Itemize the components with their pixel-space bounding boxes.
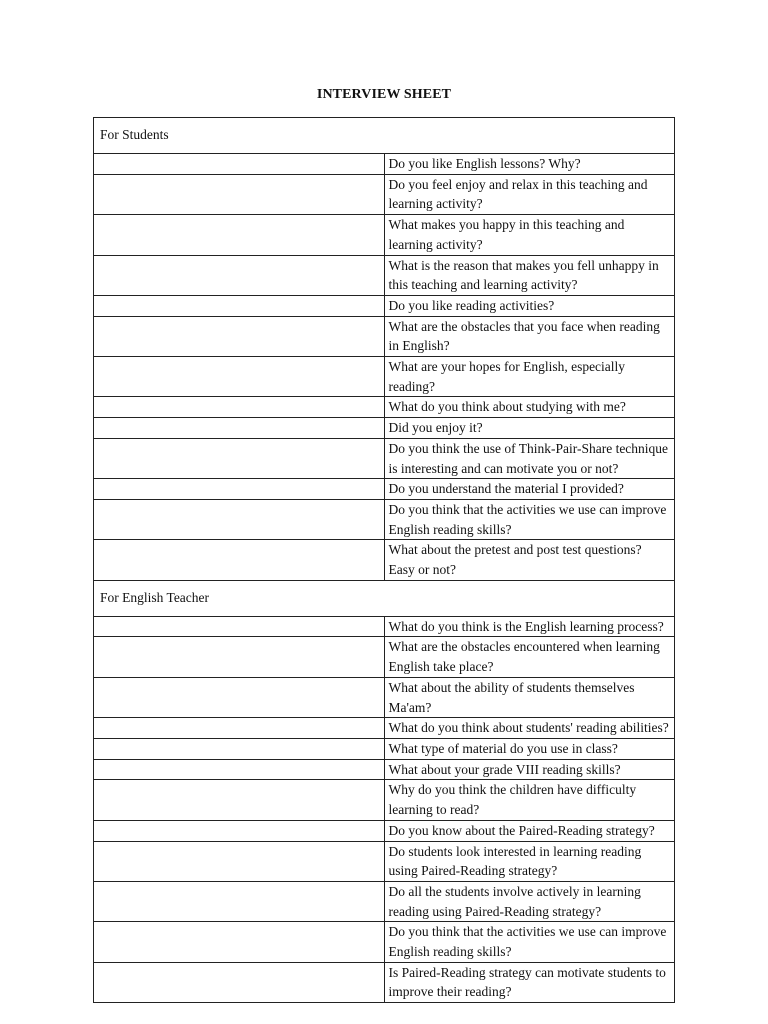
question-cell: What about the pretest and post test questions? Easy or not? [384,540,675,580]
table-row [94,316,675,356]
number-cell [94,677,385,717]
table-row [94,718,675,739]
section-header-row [94,580,675,616]
question-cell: Do you like English lessons? Why? [384,154,675,175]
number-cell [94,718,385,739]
table-row [94,499,675,539]
question-cell: Do you know about the Paired-Reading strategy? [384,820,675,841]
number-cell [94,962,385,1002]
question-cell: What type of material do you use in class? [384,738,675,759]
question-cell: What is the reason that makes you fell unhappy in this teaching and learning activity? [384,255,675,295]
table-row [94,397,675,418]
question-cell: What do you think about students' reading abilities? [384,718,675,739]
number-cell [94,479,385,500]
table-row [94,922,675,962]
number-cell [94,759,385,780]
table-row [94,780,675,820]
question-cell: What makes you happy in this teaching and learning activity? [384,215,675,255]
question-cell: Do all the students involve actively in learning reading using Paired-Reading strategy? [384,881,675,921]
table-row [94,881,675,921]
number-cell [94,255,385,295]
table-row [94,738,675,759]
question-cell: Is Paired-Reading strategy can motivate students to improve their reading? [384,962,675,1002]
number-cell [94,499,385,539]
table-row [94,215,675,255]
table-row [94,295,675,316]
table-row [94,154,675,175]
number-cell [94,295,385,316]
page-title: INTERVIEW SHEET [316,87,452,102]
table-row [94,255,675,295]
number-cell [94,841,385,881]
question-cell: What about your grade VIII reading skills? [384,759,675,780]
number-cell [94,174,385,214]
section-heading: For English Teacher [94,580,675,616]
question-cell: Do students look interested in learning reading using Paired-Reading strategy? [384,841,675,881]
number-cell [94,438,385,478]
number-cell [94,738,385,759]
number-cell [94,540,385,580]
table-row [94,677,675,717]
table-row [94,962,675,1002]
number-cell [94,316,385,356]
table-row [94,174,675,214]
number-cell [94,637,385,677]
number-cell [94,780,385,820]
table-row [94,357,675,397]
table-row [94,841,675,881]
table-row [94,438,675,478]
number-cell [94,616,385,637]
table-row [94,759,675,780]
table-row [94,418,675,439]
table-row [94,637,675,677]
section-header-row [94,118,675,154]
question-cell: What about the ability of students themselves Ma'am? [384,677,675,717]
question-cell: Do you think that the activities we use can improve English reading skills? [384,499,675,539]
number-cell [94,397,385,418]
table-row [94,540,675,580]
number-cell [94,154,385,175]
question-cell: What are your hopes for English, especially reading? [384,357,675,397]
question-cell: Do you feel enjoy and relax in this teaching and learning activity? [384,174,675,214]
number-cell [94,881,385,921]
question-cell: What are the obstacles encountered when learning English take place? [384,637,675,677]
question-cell: What do you think is the English learning process? [384,616,675,637]
question-cell: Do you like reading activities? [384,295,675,316]
section-heading: For Students [94,118,675,154]
question-cell: Do you think that the activities we use can improve English reading skills? [384,922,675,962]
question-cell: Do you understand the material I provided? [384,479,675,500]
number-cell [94,820,385,841]
interview-table [93,117,675,1003]
question-cell: Do you think the use of Think-Pair-Share technique is interesting and can motivate you or not? [384,438,675,478]
table-row [94,616,675,637]
number-cell [94,357,385,397]
table-row [94,479,675,500]
question-cell: What do you think about studying with me? [384,397,675,418]
question-cell: Did you enjoy it? [384,418,675,439]
question-cell: Why do you think the children have difficulty learning to read? [384,780,675,820]
number-cell [94,922,385,962]
number-cell [94,418,385,439]
table-row [94,820,675,841]
question-cell: What are the obstacles that you face when reading in English? [384,316,675,356]
number-cell [94,215,385,255]
